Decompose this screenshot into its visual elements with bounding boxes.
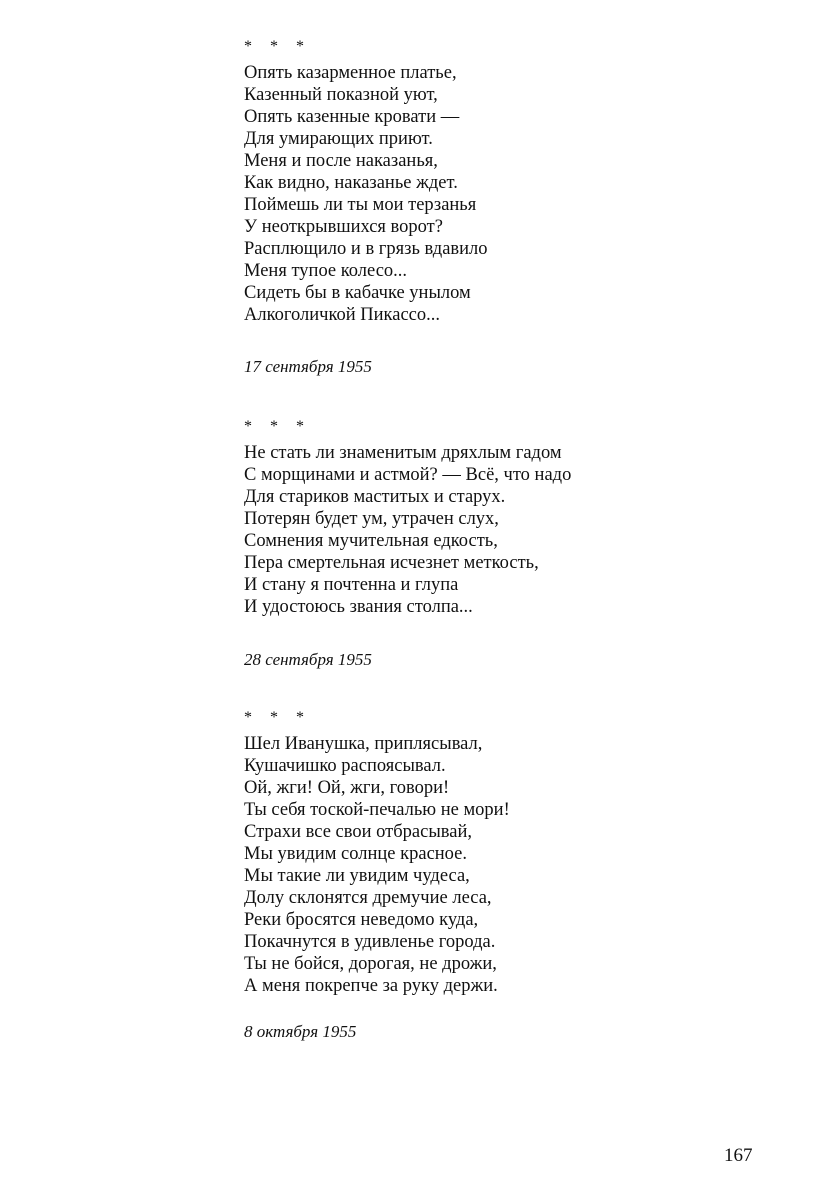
poem-line: Опять казарменное платье, <box>244 63 457 83</box>
poem-line: Не стать ли знаменитым дряхлым гадом <box>244 443 562 463</box>
poem-2 <box>244 418 572 669</box>
poem-line: И удостоюсь звания столпа... <box>244 597 473 617</box>
poem-line: Как видно, наказанье ждет. <box>244 173 458 193</box>
poem-line: И стану я почтенна и глупа <box>244 575 459 595</box>
page-number: 167 <box>724 1145 753 1166</box>
poem-line: Реки бросятся неведомо куда, <box>244 910 479 930</box>
poem-stanza <box>244 733 510 997</box>
poem-line: Ой, жги! Ой, жги, говори! <box>244 778 450 798</box>
poem-line: Шел Иванушка, приплясывал, <box>244 734 483 754</box>
poem-line: Меня и после наказанья, <box>244 151 438 171</box>
poem-line: Покачнутся в удивленье города. <box>244 932 496 952</box>
poem-stanza <box>244 442 571 618</box>
poem-separator: * * * <box>244 709 311 726</box>
poem-separator: * * * <box>244 418 311 435</box>
poem-line: Мы такие ли увидим чудеса, <box>244 866 470 886</box>
poem-date: 28 сентября 1955 <box>244 650 372 669</box>
poem-line: Опять казенные кровати — <box>244 107 460 127</box>
poem-line: Ты себя тоской-печалью не мори! <box>244 800 510 820</box>
poem-line: Кушачишко распоясывал. <box>244 756 446 776</box>
poem-line: Сомнения мучительная едкость, <box>244 531 498 551</box>
poem-line: Меня тупое колесо... <box>244 261 408 281</box>
poem-line: Для стариков маститых и старух. <box>244 487 506 507</box>
poem-line: Поймешь ли ты мои терзанья <box>244 195 477 215</box>
poem-date: 17 сентября 1955 <box>244 357 372 376</box>
poem-3 <box>244 709 510 1041</box>
poem-line: А меня покрепче за руку держи. <box>244 976 498 996</box>
poem-separator: * * * <box>244 38 311 55</box>
poem-1 <box>244 38 488 376</box>
poem-line: Сидеть бы в кабачке унылом <box>244 283 471 303</box>
poem-line: У неоткрывшихся ворот? <box>244 217 443 237</box>
poem-line: Долу склонятся дремучие леса, <box>244 888 492 908</box>
poem-line: Для умирающих приют. <box>244 129 433 149</box>
poem-line: Алкоголичкой Пикассо... <box>244 305 441 325</box>
poem-line: Потерян будет ум, утрачен слух, <box>244 509 499 529</box>
poem-line: Мы увидим солнце красное. <box>244 844 467 864</box>
poem-line: Расплющило и в грязь вдавило <box>244 239 488 259</box>
poem-line: Страхи все свои отбрасывай, <box>244 822 472 842</box>
poem-line: С морщинами и астмой? — Всё, что надо <box>244 465 572 485</box>
poem-line: Казенный показной уют, <box>244 85 438 105</box>
poem-stanza <box>244 62 488 326</box>
poem-line: Пера смертельная исчезнет меткость, <box>244 553 539 573</box>
poem-date: 8 октября 1955 <box>244 1022 357 1041</box>
poem-line: Ты не бойся, дорогая, не дрожи, <box>244 954 497 974</box>
